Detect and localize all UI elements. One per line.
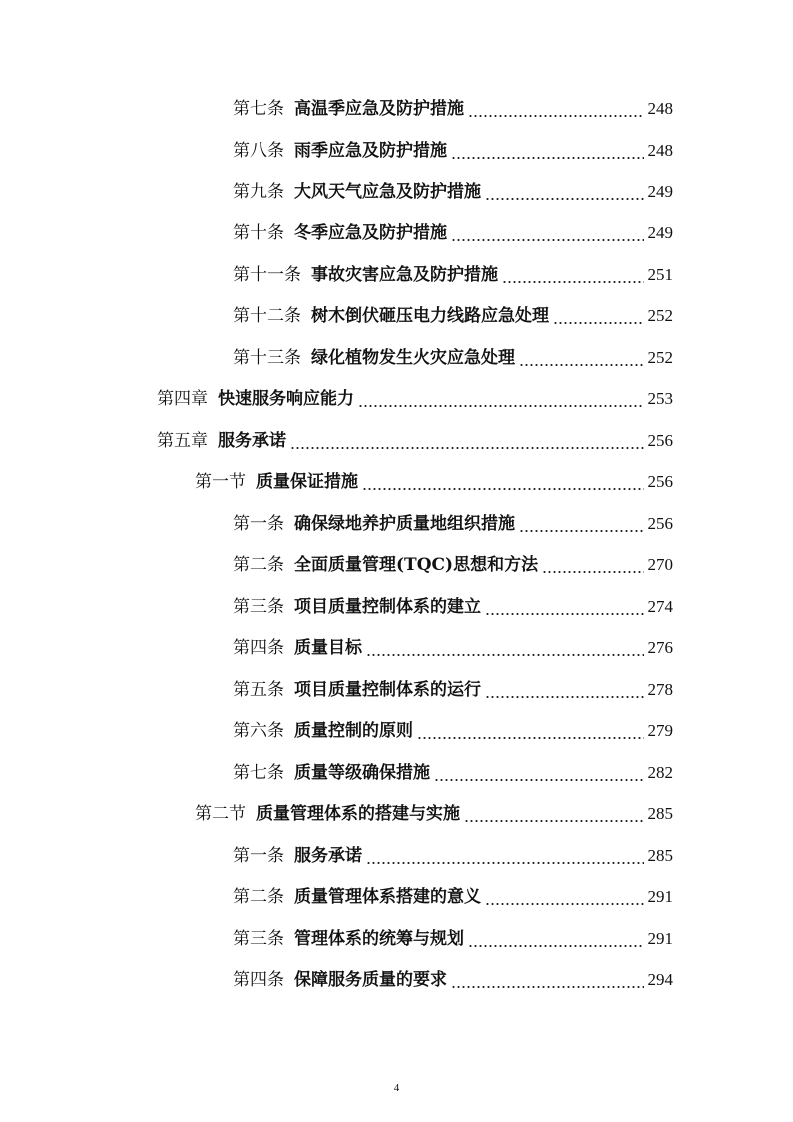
toc-entry-title: 冬季应急及防护措施 — [294, 223, 447, 243]
toc-entry-title: 雨季应急及防护措施 — [294, 141, 447, 161]
toc-dot-leader — [468, 95, 644, 123]
toc-entry-number: 第三条 — [233, 929, 284, 949]
toc-entry-page: 285 — [647, 804, 673, 823]
toc-entry-page: 256 — [647, 514, 673, 533]
toc-entry-title: 质量管理体系搭建的意义 — [294, 887, 481, 907]
toc-dot-leader — [451, 219, 644, 247]
toc-entry — [195, 800, 673, 828]
toc-entry — [157, 427, 673, 455]
toc-entry-number: 第一节 — [195, 472, 246, 492]
toc-entry-page: 252 — [647, 348, 673, 367]
toc-dot-leader — [366, 842, 644, 870]
toc-dot-leader — [417, 717, 644, 745]
toc-entry-title: 高温季应急及防护措施 — [294, 99, 464, 119]
toc-entry-page: 249 — [647, 223, 673, 242]
toc-dot-leader — [519, 510, 644, 538]
toc-entry — [233, 842, 673, 870]
toc-entry — [233, 759, 673, 787]
toc-dot-leader — [451, 966, 644, 994]
toc-entry — [233, 178, 673, 206]
toc-entry-number: 第二条 — [233, 555, 284, 575]
toc-entry-number: 第一条 — [233, 846, 284, 866]
toc-entry-page: 249 — [647, 182, 673, 201]
toc-entry-number: 第四条 — [233, 970, 284, 990]
toc-entry-title: 树木倒伏砸压电力线路应急处理 — [311, 306, 549, 326]
toc-entry-number: 第十二条 — [233, 306, 301, 326]
toc-entry-number: 第二节 — [195, 804, 246, 824]
toc-entry-page: 291 — [647, 887, 673, 906]
toc-dot-leader — [485, 178, 644, 206]
toc-entry — [233, 925, 673, 953]
toc-entry-title: 大风天气应急及防护措施 — [294, 182, 481, 202]
toc-entry-title: 事故灾害应急及防护措施 — [311, 265, 498, 285]
toc-entry-title: 确保绿地养护质量地组织措施 — [294, 514, 515, 534]
page-number: 4 — [393, 1082, 400, 1094]
toc-entry-number: 第八条 — [233, 141, 284, 161]
toc-entry — [233, 219, 673, 247]
toc-entry-title: 质量目标 — [294, 638, 362, 658]
toc-entry-page: 279 — [647, 721, 673, 740]
toc-dot-leader — [485, 883, 644, 911]
toc-entry-number: 第四条 — [233, 638, 284, 658]
toc-entry — [233, 95, 673, 123]
toc-dot-leader — [366, 634, 644, 662]
toc-entry — [233, 137, 673, 165]
toc-entry-page: 285 — [647, 846, 673, 865]
toc-entry-page: 256 — [647, 431, 673, 450]
toc-entry-page: 248 — [647, 141, 673, 160]
toc-entry — [195, 468, 673, 496]
toc-entry — [233, 883, 673, 911]
toc-entry-number: 第四章 — [157, 389, 208, 409]
toc-entry-title: 管理体系的统筹与规划 — [294, 929, 464, 949]
toc-entry-page: 253 — [647, 389, 673, 408]
toc-entry — [157, 385, 673, 413]
toc-entry — [233, 510, 673, 538]
toc-entry — [233, 551, 673, 579]
toc-dot-leader — [358, 385, 644, 413]
toc-entry — [233, 593, 673, 621]
toc-entry-title: 全面质量管理(TQC)思想和方法 — [294, 555, 539, 575]
toc-entry-number: 第十三条 — [233, 348, 301, 368]
toc-entry — [233, 302, 673, 330]
toc-entry — [233, 344, 673, 372]
toc-entry-number: 第七条 — [233, 99, 284, 119]
toc-entry — [233, 261, 673, 289]
toc-entry-page: 282 — [647, 763, 673, 782]
toc-dot-leader — [485, 676, 644, 704]
toc-entry-page: 270 — [647, 555, 673, 574]
toc-dot-leader — [468, 925, 644, 953]
toc-entry-page: 291 — [647, 929, 673, 948]
toc-entry-number: 第五章 — [157, 431, 208, 451]
toc-entry — [233, 717, 673, 745]
toc-dot-leader — [451, 137, 644, 165]
toc-entry-page: 278 — [647, 680, 673, 699]
toc-entry-page: 256 — [647, 472, 673, 491]
toc-dot-leader — [485, 593, 644, 621]
toc-dot-leader — [553, 302, 644, 330]
toc-entry-title: 质量等级确保措施 — [294, 763, 430, 783]
toc-entry-number: 第七条 — [233, 763, 284, 783]
toc-entry-title: 质量保证措施 — [256, 472, 358, 492]
toc-entry-page: 276 — [647, 638, 673, 657]
toc-entry-title: 质量控制的原则 — [294, 721, 413, 741]
toc-dot-leader — [542, 551, 643, 579]
toc-entry-title: 保障服务质量的要求 — [294, 970, 447, 990]
toc-entry-page: 294 — [647, 970, 673, 989]
toc-entry-title: 快速服务响应能力 — [218, 389, 354, 409]
toc-dot-leader — [464, 800, 644, 828]
toc-dot-leader — [434, 759, 644, 787]
toc-dot-leader — [502, 261, 644, 289]
toc-dot-leader — [519, 344, 644, 372]
toc-entry-title: 绿化植物发生火灾应急处理 — [311, 348, 515, 368]
toc-entry-number: 第五条 — [233, 680, 284, 700]
toc-entry-number: 第二条 — [233, 887, 284, 907]
toc-entry — [233, 634, 673, 662]
toc-entry-title: 质量管理体系的搭建与实施 — [256, 804, 460, 824]
toc-entry-number: 第十一条 — [233, 265, 301, 285]
toc-entry-number: 第三条 — [233, 597, 284, 617]
toc-entry-page: 252 — [647, 306, 673, 325]
toc-entry — [233, 966, 673, 994]
toc-entry-number: 第六条 — [233, 721, 284, 741]
toc-entry-page: 248 — [647, 99, 673, 118]
toc-entry — [233, 676, 673, 704]
toc-dot-leader — [290, 427, 644, 455]
toc-entry-title: 项目质量控制体系的建立 — [294, 597, 481, 617]
toc-entry-page: 251 — [647, 265, 673, 284]
toc-entry-page: 274 — [647, 597, 673, 616]
toc-entry-title: 服务承诺 — [218, 431, 286, 451]
toc-entry-number: 第十条 — [233, 223, 284, 243]
toc-dot-leader — [362, 468, 644, 496]
toc-entry-number: 第九条 — [233, 182, 284, 202]
toc-entry-number: 第一条 — [233, 514, 284, 534]
toc-entry-title: 项目质量控制体系的运行 — [294, 680, 481, 700]
toc-entry-title: 服务承诺 — [294, 846, 362, 866]
